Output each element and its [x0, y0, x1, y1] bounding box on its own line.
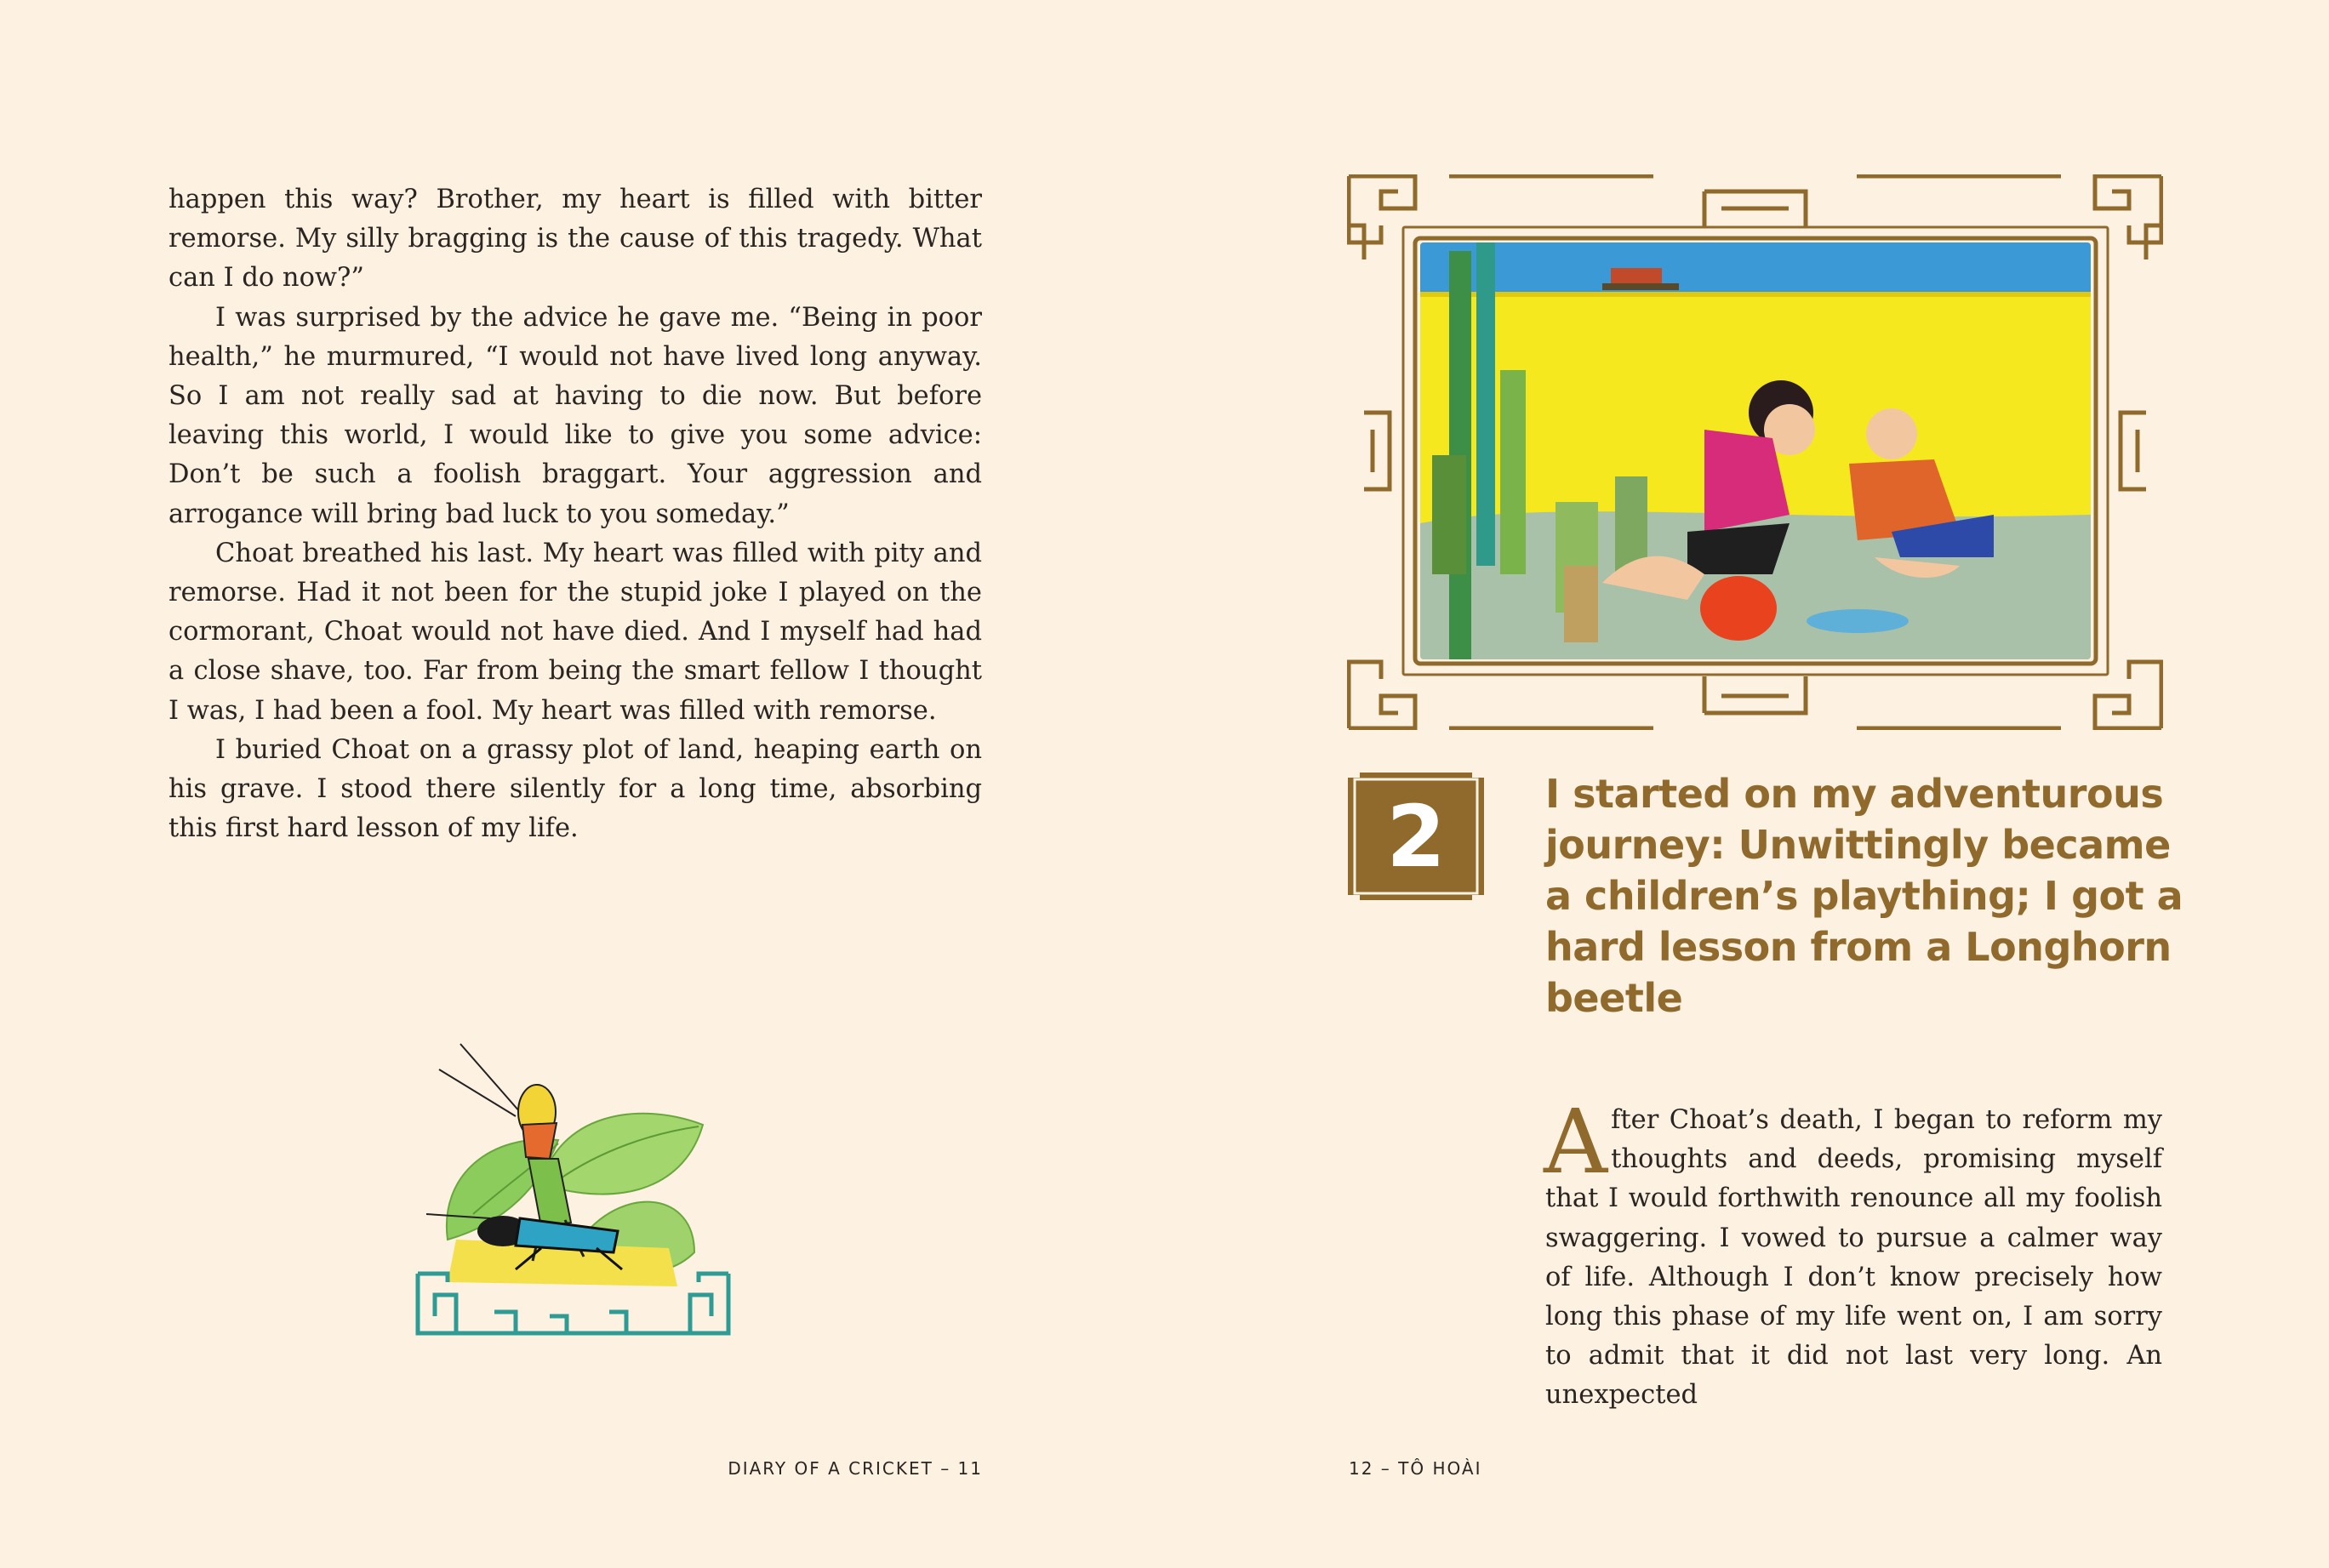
- right-page-text: [1544, 1090, 2162, 1416]
- opening-paragraph-text: fter Choat’s death, I began to reform my thoughts and deeds, promising myself that I would forthwith renounce all my foolish swaggering. I vowed to pursue a calmer way of life. Although I don’t know precisely how long this phase of my life went on, I am sorry to admit that it did not last very long. An unexpected: [1545, 1105, 2162, 1411]
- chapter-number: 2: [1386, 786, 1446, 887]
- opening-paragraph: [1544, 1090, 2162, 1416]
- chapter-illustration: [1347, 174, 2163, 730]
- left-page: [0, 0, 1164, 1568]
- chapter-title: I started on my adventurous journey: Unwittingly became a children’s plaything; I got a hard lesson from a Longhorn beetle: [1545, 771, 2183, 1021]
- drop-cap: A: [1544, 1090, 1608, 1194]
- folio-left: DIARY OF A CRICKET – 11: [728, 1458, 983, 1479]
- chapter-number-text-wrap: [1348, 773, 1484, 900]
- paragraph: I buried Choat on a grassy plot of land, heaping earth on his grave. I stood there silently for a long time, absorbing this first hard lesson of my life.: [168, 734, 982, 844]
- folio-right: 12 – TÔ HOÀI: [1349, 1458, 1482, 1479]
- paragraph: happen this way? Brother, my heart is filled with bitter remorse. My silly bragging is the cause of this tragedy. What can I do now?”: [168, 185, 982, 294]
- paragraph: Choat breathed his last. My heart was filled with pity and remorse. Had it not been for the stupid joke I played on the cormorant, Choat would not have died. And I myself had had a close shave, too. Far from being the smart fellow I thought I was, I had been a fool. My heart was filled with remorse.: [168, 538, 982, 726]
- left-page-text: [168, 180, 982, 848]
- cricket-on-leaves-illustration: [414, 1040, 734, 1363]
- right-page: [1164, 0, 2329, 1568]
- paragraph: I was surprised by the advice he gave me. “Being in poor health,” he murmured, “I would not have lived long anyway. So I am not really sad at having to die now. But before leaving this world, I would like to give you some advice: Don’t be such a foolish braggart. Your aggression and arrogance will bring bad luck to you someday.”: [168, 302, 982, 529]
